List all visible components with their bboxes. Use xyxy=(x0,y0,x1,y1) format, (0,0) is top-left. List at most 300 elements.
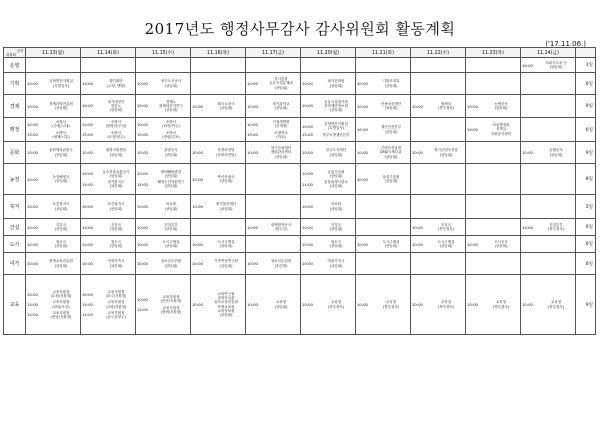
committee-row xyxy=(4,73,596,95)
entry-text: 평택해양관리 (상임회) xyxy=(160,169,182,178)
schedule-cell xyxy=(466,164,521,195)
entry-time: 10:00 xyxy=(82,291,93,297)
schedule-cell xyxy=(81,73,136,95)
schedule-cell xyxy=(26,95,81,118)
schedule-cell xyxy=(191,253,246,275)
entry-time: 10:00 xyxy=(82,150,93,155)
entry-text: 도시주택실 (상임회) xyxy=(382,239,400,248)
schedule-entry xyxy=(27,131,79,139)
entry-time: 10:00 xyxy=(27,224,38,230)
entry-time: 10:00 xyxy=(302,123,313,129)
schedule-cell xyxy=(521,253,576,275)
entry-text: 도시주택실 (상임회) xyxy=(162,239,180,248)
entry-time: 10:00 xyxy=(82,224,93,230)
schedule-entry xyxy=(137,202,189,210)
entry-time: 10:00 xyxy=(82,121,93,127)
entry-text: 평생교육진흥원 (상임회) xyxy=(49,259,73,268)
day-header-1: 11.14(화) xyxy=(81,48,136,58)
committee-label: 여가 xyxy=(4,253,26,275)
schedule-entry xyxy=(137,295,189,303)
entry-time: 10:00 xyxy=(137,121,148,127)
schedule-entry xyxy=(302,300,354,308)
schedule-cell xyxy=(466,142,521,164)
schedule-cell xyxy=(411,164,466,195)
schedule-cell xyxy=(136,236,191,253)
entry-text: 평제실 (북부청사) xyxy=(437,101,455,110)
entry-time: 10:00 xyxy=(302,150,313,155)
entry-text: 교육지원청 (안산/지원청) xyxy=(160,295,182,304)
schedule-body xyxy=(4,58,596,335)
entry-time: 10:00 xyxy=(357,81,368,86)
day-count: 6일 xyxy=(576,73,596,95)
committee-label: 건설 xyxy=(4,219,26,236)
schedule-cell xyxy=(191,73,246,95)
schedule-cell xyxy=(81,195,136,219)
entry-text: 해양수산자원연구 (상임회) xyxy=(157,180,185,189)
entry-text: 교육청 (북부청사) xyxy=(437,300,455,309)
schedule-cell xyxy=(191,58,246,73)
schedule-cell xyxy=(521,118,576,142)
schedule-entry xyxy=(137,120,189,128)
entry-text: 한국도자재단 (상임회) xyxy=(325,148,347,157)
entry-time: 10:00 xyxy=(137,81,148,86)
schedule-cell xyxy=(521,275,576,335)
entry-time: 15:00 xyxy=(82,132,93,138)
committee-label: 교육 xyxy=(4,275,26,335)
entry-time: 10:00 xyxy=(27,81,38,86)
schedule-cell xyxy=(521,95,576,118)
schedule-cell xyxy=(411,142,466,164)
schedule-entry xyxy=(357,79,409,87)
schedule-cell xyxy=(191,95,246,118)
entry-text: 평기과학교 (상임회) xyxy=(272,101,290,110)
entry-text: 농협공사 (상임회) xyxy=(549,148,563,157)
schedule-entry xyxy=(192,175,244,183)
schedule-cell xyxy=(191,142,246,164)
entry-text: 자치행정과 정책실 자원봉사센터 xyxy=(490,123,512,136)
entry-time: 10:00 xyxy=(357,103,368,109)
schedule-entry xyxy=(357,240,409,248)
entry-text: 관광공사 (상임회) xyxy=(164,148,178,157)
entry-time: 10:00 xyxy=(137,171,148,177)
entry-time: 10:00 xyxy=(27,103,38,109)
entry-time: 10:00 xyxy=(302,302,313,307)
committee-label: 기획 xyxy=(4,73,26,95)
schedule-cell xyxy=(191,195,246,219)
day-count: 6일 xyxy=(576,253,596,275)
entry-time: 10:00 xyxy=(192,204,203,209)
schedule-cell xyxy=(136,253,191,275)
schedule-entry xyxy=(247,102,299,110)
schedule-entry xyxy=(27,202,79,210)
schedule-entry xyxy=(137,100,189,113)
entry-text: 도시주택실 (상임회) xyxy=(437,239,455,248)
schedule-entry xyxy=(302,240,354,248)
schedule-entry xyxy=(467,300,519,308)
schedule-cell xyxy=(191,164,246,195)
schedule-cell xyxy=(26,58,81,73)
entry-text: 도시공사 (상임회) xyxy=(494,239,508,248)
schedule-cell xyxy=(411,219,466,236)
committee-row xyxy=(4,236,596,253)
day-count: 9일 xyxy=(576,95,596,118)
day-header-3: 11.16(목) xyxy=(191,48,246,58)
schedule-entry xyxy=(137,306,189,314)
entry-text: 평화지원센터 (상임회) xyxy=(105,148,127,157)
schedule-cell xyxy=(81,95,136,118)
entry-time: 10:00 xyxy=(302,241,313,247)
entry-time: 10:00 xyxy=(27,121,38,127)
corner-cell xyxy=(4,48,26,58)
schedule-cell xyxy=(26,164,81,195)
entry-text: 의료원 (상임회) xyxy=(329,202,343,211)
schedule-cell xyxy=(301,73,356,95)
entry-text: 소방학교 (학교) xyxy=(274,130,288,139)
schedule-cell xyxy=(301,142,356,164)
committee-row xyxy=(4,275,596,335)
entry-time: 10:00 xyxy=(27,291,38,297)
schedule-entry xyxy=(357,102,409,110)
schedule-entry xyxy=(302,223,354,231)
entry-text: 교육지원청 (동두천양주) xyxy=(106,310,126,319)
entry-text: 평택항만공사 (연수공) xyxy=(270,222,292,231)
schedule-entry xyxy=(82,202,134,210)
schedule-entry xyxy=(247,120,299,128)
schedule-cell xyxy=(466,195,521,219)
entry-text: 균형발전기획실 (특별실사) xyxy=(49,79,73,88)
schedule-cell xyxy=(26,73,81,95)
schedule-cell xyxy=(191,219,246,236)
entry-time: 14:00 xyxy=(82,302,93,307)
entry-time: 10:00 xyxy=(247,80,258,86)
schedule-cell xyxy=(246,236,301,253)
entry-text: 평기복지재단 (상임회) xyxy=(215,202,237,211)
day-count: 1일 xyxy=(576,58,596,73)
schedule-entry xyxy=(357,175,409,183)
entry-text: 북부소방재난본부 xyxy=(322,132,350,137)
entry-time: 10:00 xyxy=(357,302,368,307)
entry-time: 14:00 xyxy=(137,307,148,313)
entry-time: 10:00 xyxy=(137,296,148,302)
entry-text: 교육연구원 과학전시관 유아교육진흥원 학생교육원 교육정보원 (상임회) xyxy=(214,291,238,317)
schedule-cell xyxy=(356,58,411,73)
schedule-entry xyxy=(82,240,134,248)
schedule-cell xyxy=(136,73,191,95)
schedule-cell xyxy=(136,195,191,219)
schedule-entry xyxy=(137,259,189,267)
schedule-cell xyxy=(81,164,136,195)
schedule-entry xyxy=(137,131,189,139)
schedule-cell xyxy=(466,118,521,142)
schedule-entry xyxy=(82,120,134,128)
entry-time: 14:00 xyxy=(27,312,38,318)
entry-time: 10:00 xyxy=(302,224,313,230)
schedule-entry xyxy=(82,290,134,298)
schedule-cell xyxy=(191,275,246,335)
schedule-cell xyxy=(26,142,81,164)
entry-time: 15:00 xyxy=(137,132,148,138)
day-header-0: 11.13(월) xyxy=(26,48,81,58)
schedule-cell xyxy=(356,142,411,164)
schedule-entry xyxy=(247,77,299,90)
schedule-entry xyxy=(82,79,134,87)
entry-time: 15:00 xyxy=(27,132,38,138)
committee-label: 운영 xyxy=(4,58,26,73)
entry-text: 소방서 (평택/시흥) xyxy=(52,130,70,139)
schedule-entry xyxy=(82,180,134,188)
entry-text: 건설국 (북부청사) xyxy=(437,222,455,231)
entry-time: 10:00 xyxy=(302,171,313,177)
schedule-entry xyxy=(82,100,134,113)
day-count: 8일 xyxy=(576,164,596,195)
schedule-entry xyxy=(247,223,299,231)
schedule-cell xyxy=(466,275,521,335)
schedule-cell xyxy=(356,95,411,118)
schedule-entry xyxy=(302,100,354,113)
schedule-cell xyxy=(466,253,521,275)
schedule-entry xyxy=(27,223,79,231)
schedule-cell xyxy=(246,195,301,219)
schedule-entry xyxy=(522,148,574,156)
entry-text: 동물위생시험소 (상임회) xyxy=(324,180,348,189)
day-count: 9일 xyxy=(576,142,596,164)
entry-time: 10:00 xyxy=(192,302,203,307)
header-row xyxy=(4,48,596,58)
schedule-cell xyxy=(246,118,301,142)
day-header-9: 11.24(금) xyxy=(521,48,576,58)
schedule-cell xyxy=(136,95,191,118)
entry-text: 경제노 평택내친지연구 (상임회) xyxy=(159,99,183,113)
entry-text: 소방서 (안양/동두천) xyxy=(105,120,127,129)
entry-text: 교육청 (북부청사) xyxy=(547,300,565,309)
corner-committee-label: 위원회 xyxy=(6,53,16,57)
schedule-entry xyxy=(137,148,189,156)
day-header-7: 11.22(수) xyxy=(411,48,466,58)
entry-text: 평기대진단 진흥노 (상임회) xyxy=(107,99,125,113)
entry-text: 건설국 (상임회) xyxy=(109,222,123,231)
entry-time: 10:00 xyxy=(247,149,258,155)
entry-text: 청소년수련원 (상임회) xyxy=(160,259,182,268)
entry-time: 10:00 xyxy=(467,126,478,132)
committee-row xyxy=(4,253,596,275)
schedule-cell xyxy=(26,195,81,219)
schedule-entry xyxy=(412,300,464,308)
entry-time: 10:00 xyxy=(82,261,93,266)
day-header-2: 11.15(수) xyxy=(136,48,191,58)
schedule-entry xyxy=(192,102,244,110)
schedule-entry xyxy=(27,102,79,110)
entry-time: 10:00 xyxy=(192,176,203,182)
entry-text: 보건복지국 (상임회) xyxy=(52,202,70,211)
schedule-cell xyxy=(356,118,411,142)
schedule-entry xyxy=(27,175,79,183)
entry-text: 의료원 (상임회) xyxy=(164,202,178,211)
schedule-entry xyxy=(82,148,134,156)
schedule-cell xyxy=(521,58,576,73)
schedule-cell xyxy=(81,253,136,275)
day-count: 5일 xyxy=(576,195,596,219)
schedule-cell xyxy=(136,142,191,164)
schedule-cell xyxy=(81,118,136,142)
entry-text: 교육지원청 (평택/지원청) xyxy=(160,305,182,314)
committee-label: 복지 xyxy=(4,195,26,219)
entry-time: 10:00 xyxy=(27,241,38,247)
entry-time: 15:00 xyxy=(247,132,258,138)
entry-time: 10:00 xyxy=(82,81,93,86)
entry-text: 기획조정실 (상임회) xyxy=(382,79,400,88)
schedule-entry xyxy=(302,122,354,130)
entry-time: 10:00 xyxy=(137,261,148,266)
entry-text: 행기획단 (고향, 엔양) xyxy=(106,79,126,88)
schedule-entry xyxy=(82,259,134,267)
schedule-cell xyxy=(301,95,356,118)
entry-time: 10:00 xyxy=(357,241,368,247)
entry-text: 철도국 (상임회) xyxy=(109,239,123,248)
schedule-cell xyxy=(301,236,356,253)
schedule-entry xyxy=(27,311,79,319)
entry-time: 14:00 xyxy=(27,302,38,307)
committee-row xyxy=(4,195,596,219)
schedule-entry xyxy=(137,79,189,87)
schedule-entry xyxy=(192,259,244,267)
entry-text: 신용보증재단 (상임회) xyxy=(380,101,402,110)
schedule-cell xyxy=(521,142,576,164)
schedule-cell xyxy=(356,73,411,95)
entry-text: 건설본부 (상임회) xyxy=(164,222,178,231)
entry-time: 10:00 xyxy=(357,149,368,155)
entry-time: 10:00 xyxy=(412,302,423,307)
committee-row xyxy=(4,58,596,73)
schedule-entry xyxy=(412,223,464,231)
schedule-cell xyxy=(411,118,466,142)
schedule-entry xyxy=(247,131,299,139)
committee-label: 경제 xyxy=(4,95,26,118)
schedule-entry xyxy=(137,170,189,178)
page-title: 2017년도 행정사무감사 감사위원회 활동계획 xyxy=(144,20,456,38)
entry-text: 농협공사 (상임회) xyxy=(494,101,508,110)
committee-row xyxy=(4,118,596,142)
entry-time: 10:00 xyxy=(192,150,203,155)
entry-time: 10:00 xyxy=(357,127,368,132)
schedule-cell xyxy=(411,95,466,118)
schedule-entry xyxy=(82,223,134,231)
entry-text: 철도국 (상임회) xyxy=(329,239,343,248)
day-count: 6일 xyxy=(576,219,596,236)
day-count: 9일 xyxy=(576,275,596,335)
entry-text: 재난안전본부 (상임회) xyxy=(380,125,402,134)
entry-text: 교육지원청 (화성/오산) xyxy=(52,300,70,309)
schedule-cell xyxy=(521,164,576,195)
schedule-cell xyxy=(136,275,191,335)
entry-text: 동업기술원 (상임회) xyxy=(382,174,400,183)
schedule-cell xyxy=(411,195,466,219)
schedule-entry xyxy=(247,146,299,159)
entry-time: 15:00 xyxy=(302,132,313,138)
schedule-entry xyxy=(247,259,299,267)
schedule-cell xyxy=(246,58,301,73)
entry-text: 평기문화원 (상임회) xyxy=(327,79,345,88)
day-header-5: 11.20(월) xyxy=(301,48,356,58)
schedule-cell xyxy=(81,275,136,335)
entry-time: 10:00 xyxy=(82,103,93,109)
entry-text: 소방서 (수원/고대) xyxy=(52,120,70,129)
schedule-entry xyxy=(27,290,79,298)
entry-time: 10:00 xyxy=(137,150,148,155)
entry-time: 10:00 xyxy=(192,261,203,266)
schedule-entry xyxy=(522,223,574,231)
schedule-cell xyxy=(466,73,521,95)
schedule-cell xyxy=(81,219,136,236)
entry-text: 교육지원청 (파주/지원청) xyxy=(105,289,127,299)
entry-text: 철도국 (상임회) xyxy=(54,239,68,248)
schedule-entry xyxy=(82,170,134,178)
entry-time: 10:00 xyxy=(522,150,533,155)
entry-text: 문화의전당 (문화의전당) xyxy=(216,148,236,157)
entry-time: 10:00 xyxy=(247,302,258,307)
schedule-cell xyxy=(246,219,301,236)
day-header-6: 11.21(화) xyxy=(356,48,411,58)
day-header-4: 11.17(금) xyxy=(246,48,301,58)
entry-time: 10:00 xyxy=(467,241,478,247)
entry-text: 축산산림국 (상임회) xyxy=(217,174,235,183)
entry-time: 10:00 xyxy=(412,103,423,109)
entry-time: 10:00 xyxy=(302,81,313,86)
schedule-cell xyxy=(411,236,466,253)
schedule-cell xyxy=(246,95,301,118)
entry-time: 10:00 xyxy=(302,261,313,266)
schedule-entry xyxy=(302,148,354,156)
entry-text: 가족여성연구원 (상임회) xyxy=(214,259,238,268)
entry-text: 교육지원청 (성남/지원청) xyxy=(50,310,72,319)
schedule-entry xyxy=(137,240,189,248)
committee-label: 도시 xyxy=(4,236,26,253)
entry-text: 교육지원청 (수원/지원청) xyxy=(50,289,72,299)
schedule-entry xyxy=(27,148,79,156)
entry-time: 10:00 xyxy=(247,261,258,266)
schedule-cell xyxy=(521,73,576,95)
schedule-cell xyxy=(411,58,466,73)
schedule-cell xyxy=(411,73,466,95)
schedule-cell xyxy=(466,58,521,73)
entry-time: 10:00 xyxy=(302,103,313,109)
entry-time: 10:00 xyxy=(522,224,533,230)
committee-label: 행정 xyxy=(4,118,26,142)
schedule-cell xyxy=(301,275,356,335)
schedule-entry xyxy=(412,148,464,156)
entry-time: 10:00 xyxy=(137,224,148,230)
schedule-cell xyxy=(246,142,301,164)
schedule-cell xyxy=(301,219,356,236)
entry-time: 10:00 xyxy=(247,121,258,127)
schedule-cell xyxy=(81,236,136,253)
entry-text: 인권개발원 (인재원) xyxy=(272,120,290,129)
entry-time: 10:00 xyxy=(357,176,368,182)
entry-text: 농수산물유통공사 (상임회) xyxy=(102,169,130,178)
schedule-cell xyxy=(191,236,246,253)
schedule-cell xyxy=(81,142,136,164)
entry-text: 도시주택실 (상임회) xyxy=(217,239,235,248)
schedule-entry xyxy=(467,240,519,248)
committee-row xyxy=(4,164,596,195)
schedule-cell xyxy=(301,118,356,142)
committee-label: 문화 xyxy=(4,142,26,164)
schedule-cell xyxy=(301,195,356,219)
entry-text: 교육청 (상임회) xyxy=(274,300,288,309)
entry-text: 교육청 (북부청사) xyxy=(382,300,400,309)
entry-time: 10:00 xyxy=(82,204,93,209)
schedule-entry xyxy=(357,146,409,159)
schedule-entry xyxy=(192,148,244,156)
